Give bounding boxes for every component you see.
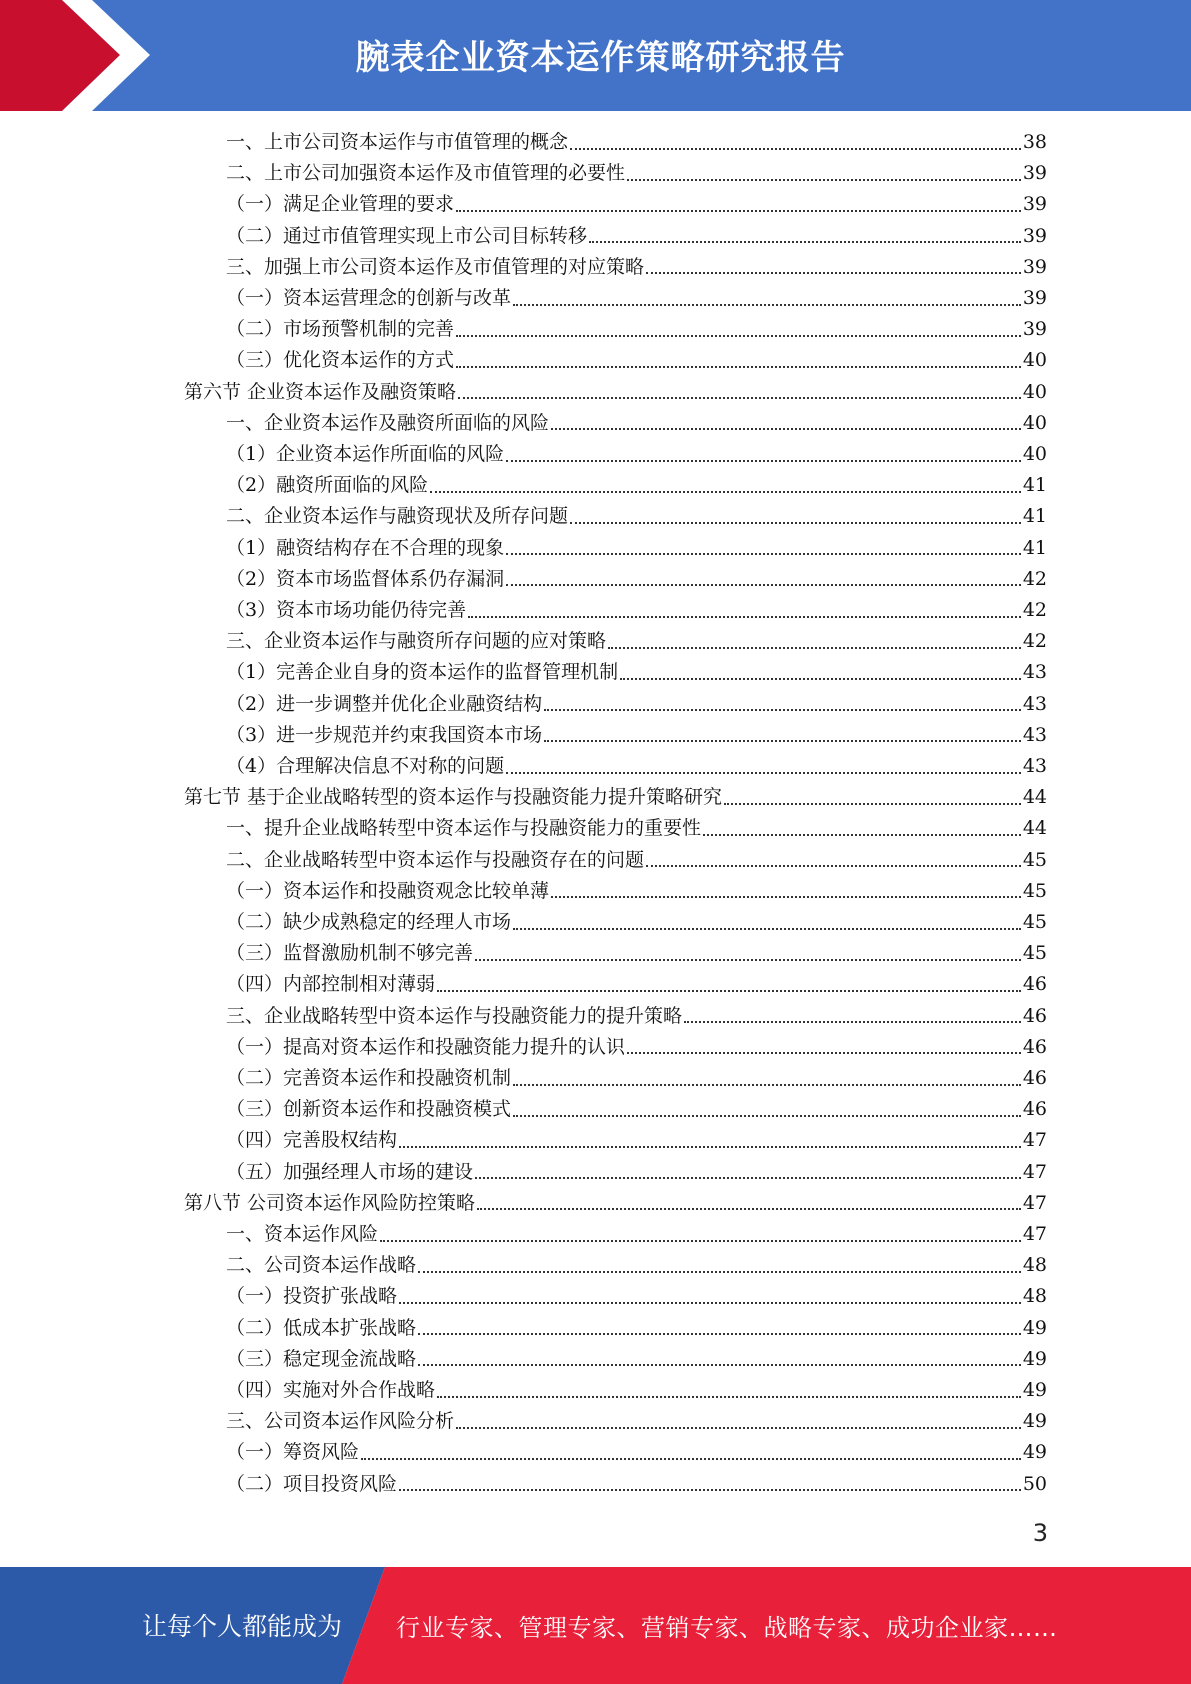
toc-leader-dots: [506, 772, 1021, 774]
toc-entry-label: 三、企业战略转型中资本运作与投融资能力的提升策略: [226, 1004, 683, 1027]
toc-entry-page: 42: [1022, 630, 1047, 653]
toc-entry-page: 39: [1022, 255, 1047, 278]
toc-entry-label: 一、企业资本运作及融资所面临的风险: [226, 411, 550, 434]
toc-entry[interactable]: [226, 751, 1047, 782]
toc-entry-page: 43: [1022, 692, 1047, 715]
toc-entry-label: （四）实施对外合作战略: [226, 1379, 436, 1401]
toc-entry-page: 48: [1022, 1254, 1047, 1277]
toc-entry-label: （一）资本运营理念的创新与改革: [226, 287, 512, 309]
toc-entry[interactable]: [226, 564, 1047, 595]
toc-leader-dots: [475, 1177, 1021, 1179]
toc-entry-page: 47: [1022, 1223, 1047, 1245]
toc-entry[interactable]: [226, 283, 1047, 314]
toc-leader-dots: [418, 1271, 1021, 1273]
toc-entry-label: （三）创新资本运作和投融资模式: [226, 1098, 512, 1121]
toc-entry-label: （二）通过市值管理实现上市公司目标转移: [226, 224, 588, 247]
toc-entry[interactable]: [226, 876, 1047, 907]
toc-entry-label: （1）完善企业自身的资本运作的监督管理机制: [226, 661, 619, 684]
toc-leader-dots: [513, 304, 1021, 306]
toc-entry[interactable]: [226, 127, 1047, 158]
toc-leader-dots: [620, 678, 1021, 680]
toc-entry-page: 46: [1022, 973, 1047, 996]
toc-entry[interactable]: [226, 907, 1047, 938]
toc-leader-dots: [506, 584, 1021, 586]
toc-entry-label: （四）完善股权结构: [226, 1129, 398, 1152]
toc-leader-dots: [456, 366, 1021, 368]
toc-leader-dots: [418, 1364, 1021, 1366]
toc-entry-label: （二）低成本扩张战略: [226, 1316, 417, 1339]
toc-entry-page: 39: [1022, 318, 1047, 341]
toc-entry[interactable]: [184, 1188, 1047, 1219]
toc-leader-dots: [380, 1240, 1021, 1242]
toc-entry[interactable]: [226, 408, 1047, 439]
toc-entry-label: 二、上市公司加强资本运作及市值管理的必要性: [226, 162, 626, 185]
toc-entry[interactable]: [184, 377, 1047, 408]
toc-entry-label: 三、公司资本运作风险分析: [226, 1410, 455, 1433]
toc-entry-page: 47: [1022, 1160, 1047, 1183]
toc-entry[interactable]: [226, 1313, 1047, 1344]
toc-entry-page: 40: [1022, 380, 1047, 403]
toc-entry[interactable]: [226, 1469, 1047, 1500]
page-footer: [0, 1567, 1191, 1684]
toc-entry-page: 46: [1022, 1035, 1047, 1058]
toc-entry-page: 40: [1022, 349, 1047, 372]
toc-entry-label: （一）满足企业管理的要求: [226, 193, 455, 216]
toc-entry[interactable]: [226, 314, 1047, 345]
toc-entry-page: 45: [1022, 879, 1047, 902]
toc-entry[interactable]: [184, 782, 1047, 813]
toc-entry[interactable]: [226, 1250, 1047, 1281]
toc-entry[interactable]: [226, 720, 1047, 751]
toc-entry-label: （一）筹资风险: [226, 1441, 360, 1464]
toc-entry-page: 43: [1022, 661, 1047, 684]
toc-entry[interactable]: [226, 1094, 1047, 1125]
toc-entry-label: （三）监督激励机制不够完善: [226, 942, 474, 965]
toc-leader-dots: [456, 1427, 1021, 1429]
toc-entry[interactable]: [226, 533, 1047, 564]
toc-entry-label: （一）提高对资本运作和投融资能力提升的认识: [226, 1035, 626, 1058]
toc-leader-dots: [627, 179, 1021, 181]
toc-entry[interactable]: [226, 689, 1047, 720]
toc-entry[interactable]: [226, 1219, 1047, 1250]
toc-entry-label: 第八节 公司资本运作风险防控策略: [184, 1191, 476, 1214]
toc-entry-label: （五）加强经理人市场的建设: [226, 1160, 474, 1183]
toc-entry-page: 46: [1022, 1004, 1047, 1027]
toc-entry-page: 49: [1022, 1347, 1047, 1370]
toc-entry-label: 一、上市公司资本运作与市值管理的概念: [226, 131, 569, 153]
toc-entry-label: （4）合理解决信息不对称的问题: [226, 755, 505, 777]
toc-entry-label: （2）融资所面临的风险: [226, 474, 429, 497]
toc-entry[interactable]: [226, 252, 1047, 283]
toc-entry-page: 50: [1022, 1472, 1047, 1495]
toc-entry-label: 二、企业资本运作与融资现状及所存问题: [226, 505, 569, 528]
toc-entry-label: 三、加强上市公司资本运作及市值管理的对应策略: [226, 255, 645, 278]
toc-leader-dots: [646, 272, 1021, 274]
toc-leader-dots: [589, 241, 1021, 243]
toc-entry-page: 41: [1022, 505, 1047, 528]
toc-entry-label: 一、提升企业战略转型中资本运作与投融资能力的重要性: [226, 817, 702, 840]
report-title: 腕表企业资本运作策略研究报告: [355, 38, 846, 78]
toc-entry-page: 49: [1022, 1441, 1047, 1464]
toc-entry-label: （三）优化资本运作的方式: [226, 349, 455, 372]
toc-leader-dots: [468, 616, 1021, 618]
toc-entry[interactable]: [226, 221, 1047, 252]
toc-entry-page: 48: [1022, 1285, 1047, 1308]
toc-leader-dots: [418, 1333, 1021, 1335]
toc-leader-dots: [544, 740, 1021, 742]
toc-leader-dots: [437, 1396, 1021, 1398]
toc-entry-page: 46: [1022, 1098, 1047, 1121]
toc-entry[interactable]: [226, 189, 1047, 220]
toc-entry[interactable]: [226, 470, 1047, 501]
toc-leader-dots: [544, 709, 1021, 711]
toc-entry-label: （2）进一步调整并优化企业融资结构: [226, 692, 543, 715]
page-header: [0, 0, 1191, 111]
toc-entry-label: （四）内部控制相对薄弱: [226, 973, 436, 996]
toc-entry-label: 二、企业战略转型中资本运作与投融资存在的问题: [226, 848, 645, 871]
toc-entry[interactable]: [226, 1063, 1047, 1094]
toc-leader-dots: [458, 397, 1021, 399]
toc-entry[interactable]: [226, 969, 1047, 1000]
toc-leader-dots: [513, 1084, 1021, 1086]
toc-entry[interactable]: [226, 1437, 1047, 1468]
toc-entry-label: （三）稳定现金流战略: [226, 1347, 417, 1370]
toc-entry[interactable]: [226, 1157, 1047, 1188]
toc-entry[interactable]: [226, 1375, 1047, 1406]
toc-entry[interactable]: [226, 439, 1047, 470]
toc-entry[interactable]: [226, 595, 1047, 626]
toc-leader-dots: [646, 865, 1021, 867]
toc-entry-page: 49: [1022, 1316, 1047, 1339]
toc-entry-page: 49: [1022, 1410, 1047, 1433]
toc-entry[interactable]: [226, 1344, 1047, 1375]
toc-entry-label: （二）市场预警机制的完善: [226, 318, 455, 341]
toc-entry[interactable]: [226, 813, 1047, 844]
toc-entry-label: 第七节 基于企业战略转型的资本运作与投融资能力提升策略研究: [184, 786, 723, 809]
toc-entry[interactable]: [226, 1406, 1047, 1437]
toc-leader-dots: [399, 1489, 1021, 1491]
toc-entry-page: 39: [1022, 287, 1047, 309]
toc-entry-page: 42: [1022, 567, 1047, 590]
toc-entry-page: 38: [1022, 131, 1047, 153]
toc-entry-page: 40: [1022, 411, 1047, 434]
toc-leader-dots: [506, 553, 1021, 555]
toc-entry[interactable]: [226, 158, 1047, 189]
toc-entry[interactable]: [226, 938, 1047, 969]
toc-entry[interactable]: [226, 501, 1047, 532]
toc-entry-page: 42: [1022, 599, 1047, 621]
toc-leader-dots: [361, 1458, 1021, 1460]
toc-leader-dots: [513, 928, 1021, 930]
toc-leader-dots: [608, 647, 1021, 649]
toc-entry-page: 40: [1022, 443, 1047, 465]
toc-entry[interactable]: [226, 626, 1047, 657]
footer-slogan-right: 行业专家、管理专家、营销专家、战略专家、成功企业家……: [396, 1614, 1058, 1642]
toc-leader-dots: [477, 1208, 1021, 1210]
toc-entry-page: 47: [1022, 1129, 1047, 1152]
toc-leader-dots: [551, 428, 1021, 430]
toc-leader-dots: [399, 1146, 1021, 1148]
toc-leader-dots: [551, 896, 1021, 898]
toc-leader-dots: [513, 1115, 1021, 1117]
toc-leader-dots: [506, 460, 1021, 462]
toc-entry-page: 46: [1022, 1067, 1047, 1089]
toc-entry-page: 39: [1022, 162, 1047, 185]
toc-entry[interactable]: [226, 1281, 1047, 1312]
toc-entry[interactable]: [226, 1032, 1047, 1063]
toc-entry-page: 41: [1022, 536, 1047, 559]
toc-entry-label: 一、资本运作风险: [226, 1223, 379, 1245]
toc-entry-page: 43: [1022, 723, 1047, 746]
toc-entry[interactable]: [226, 1001, 1047, 1032]
toc-entry-label: （1）融资结构存在不合理的现象: [226, 536, 505, 559]
toc-leader-dots: [475, 959, 1021, 961]
toc-entry-label: （二）完善资本运作和投融资机制: [226, 1067, 512, 1089]
toc-leader-dots: [724, 803, 1021, 805]
toc-leader-dots: [430, 491, 1021, 493]
toc-entry-page: 47: [1022, 1191, 1047, 1214]
toc-entry-label: （3）进一步规范并约束我国资本市场: [226, 723, 543, 746]
toc-entry-page: 45: [1022, 942, 1047, 965]
toc-leader-dots: [627, 1052, 1021, 1054]
toc-entry-page: 44: [1022, 817, 1047, 840]
toc-entry-label: （一）资本运作和投融资观念比较单薄: [226, 879, 550, 902]
toc-entry[interactable]: [226, 845, 1047, 876]
toc-leader-dots: [684, 1021, 1021, 1023]
toc-entry-page: 45: [1022, 848, 1047, 871]
toc-entry-label: 第六节 企业资本运作及融资策略: [184, 380, 457, 403]
toc-entry-page: 49: [1022, 1379, 1047, 1401]
toc-entry[interactable]: [226, 345, 1047, 376]
toc-entry-label: （二）缺少成熟稳定的经理人市场: [226, 911, 512, 933]
toc-entry-label: （3）资本市场功能仍待完善: [226, 599, 467, 621]
toc-entry-label: 三、企业资本运作与融资所存问题的应对策略: [226, 630, 607, 653]
toc-entry-page: 39: [1022, 224, 1047, 247]
toc-entry-page: 39: [1022, 193, 1047, 216]
toc-entry-label: （二）项目投资风险: [226, 1472, 398, 1495]
toc-leader-dots: [703, 834, 1021, 836]
toc-leader-dots: [456, 210, 1021, 212]
toc-entry-page: 41: [1022, 474, 1047, 497]
toc-entry-label: （1）企业资本运作所面临的风险: [226, 443, 505, 465]
toc-entry-page: 44: [1022, 786, 1047, 809]
toc-leader-dots: [570, 522, 1021, 524]
toc-entry-label: （2）资本市场监督体系仍存漏洞: [226, 567, 505, 590]
toc-entry-page: 45: [1022, 911, 1047, 933]
toc-entry[interactable]: [226, 1125, 1047, 1156]
footer-slogan-left: 让每个人都能成为: [142, 1612, 343, 1641]
toc-entry-label: （一）投资扩张战略: [226, 1285, 398, 1308]
toc-entry[interactable]: [226, 657, 1047, 688]
toc-leader-dots: [570, 148, 1021, 150]
toc-leader-dots: [399, 1302, 1021, 1304]
page-number: 3: [1032, 1519, 1048, 1547]
toc-leader-dots: [437, 990, 1021, 992]
toc-entry-label: 二、公司资本运作战略: [226, 1254, 417, 1277]
toc-entry-page: 43: [1022, 755, 1047, 777]
toc-leader-dots: [456, 335, 1021, 337]
